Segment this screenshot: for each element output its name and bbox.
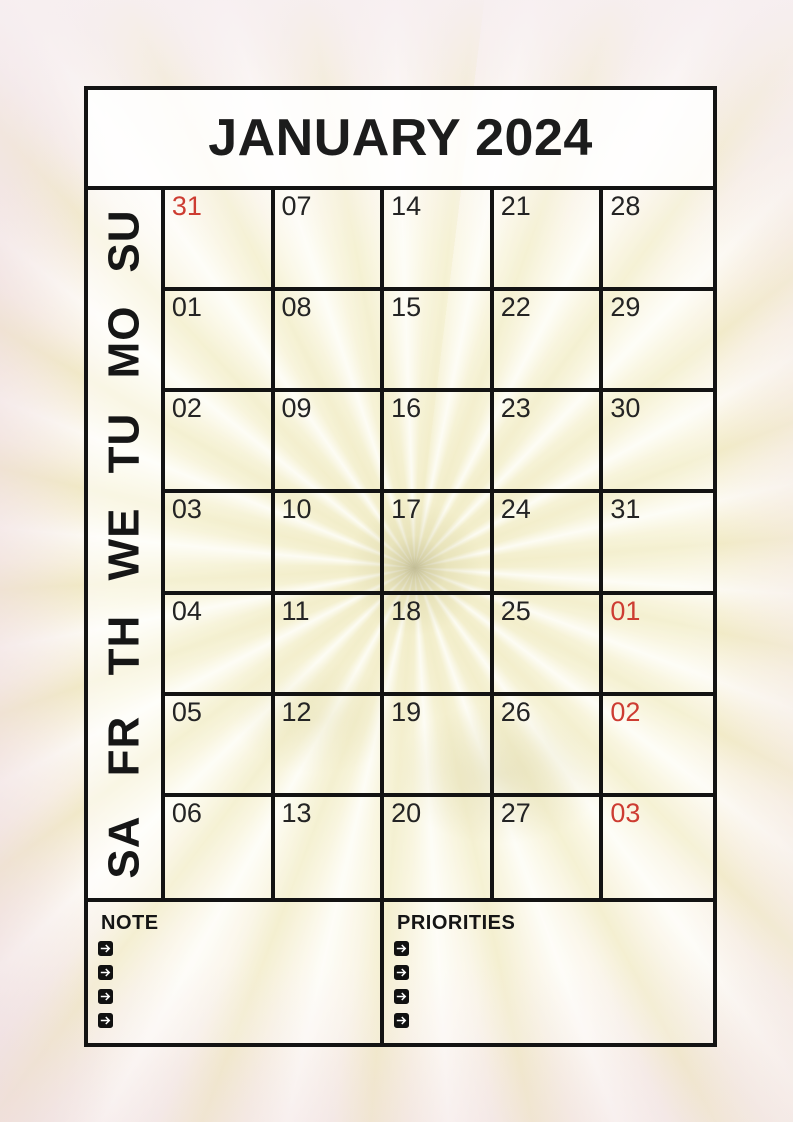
- arrow-bullet-icon: [394, 989, 409, 1004]
- date-number: 18: [391, 595, 422, 626]
- date-cell: [603, 392, 713, 493]
- weekday-label-column: [88, 190, 165, 898]
- note-bullets: [98, 941, 380, 1028]
- date-number: 13: [281, 797, 312, 828]
- date-number: 31: [171, 191, 202, 221]
- calendar-header: [88, 90, 713, 190]
- note-panel: [88, 902, 384, 1043]
- date-cell: [384, 797, 494, 898]
- date-number: 30: [610, 393, 641, 424]
- date-cell: [494, 797, 604, 898]
- priorities-title: PRIORITIES: [397, 912, 516, 934]
- date-grid: [165, 190, 713, 898]
- date-number: 20: [391, 797, 422, 828]
- date-cell: [275, 493, 385, 594]
- date-cell: [275, 190, 385, 291]
- date-cell: [384, 595, 494, 696]
- date-cell: [275, 595, 385, 696]
- weekday-label-fr: FR: [99, 715, 149, 777]
- weekday-label-we: WE: [99, 507, 149, 581]
- date-number: 21: [500, 191, 531, 221]
- date-cell: [384, 190, 494, 291]
- date-cell: [165, 797, 275, 898]
- note-title: NOTE: [101, 912, 159, 934]
- date-cell: [603, 595, 713, 696]
- arrow-bullet-icon: [98, 965, 113, 980]
- date-number: 26: [500, 696, 531, 727]
- arrow-bullet-icon: [394, 941, 409, 956]
- calendar-body: [88, 190, 713, 898]
- arrow-bullet-icon: [394, 965, 409, 980]
- date-cell: [384, 493, 494, 594]
- date-cell: [165, 190, 275, 291]
- date-cell: [275, 797, 385, 898]
- priorities-bullets: [394, 941, 713, 1028]
- date-cell: [275, 291, 385, 392]
- date-cell: [494, 392, 604, 493]
- date-number: 02: [610, 696, 641, 727]
- date-number: 07: [281, 191, 312, 221]
- weekday-label-th: TH: [99, 614, 149, 676]
- date-cell: [165, 696, 275, 797]
- arrow-bullet-icon: [98, 1013, 113, 1028]
- date-cell: [384, 291, 494, 392]
- date-number: 16: [391, 393, 422, 424]
- date-number: 31: [610, 494, 641, 525]
- date-number: 02: [171, 393, 202, 424]
- date-cell: [603, 696, 713, 797]
- date-number: 24: [500, 494, 531, 525]
- date-cell: [384, 392, 494, 493]
- arrow-bullet-icon: [98, 989, 113, 1004]
- date-cell: [165, 392, 275, 493]
- date-number: 08: [281, 292, 312, 323]
- date-number: 12: [281, 696, 312, 727]
- notes-section: [88, 898, 713, 1043]
- date-number: 25: [500, 595, 531, 626]
- date-number: 03: [171, 494, 202, 525]
- weekday-label-su: SU: [99, 209, 149, 273]
- date-cell: [384, 696, 494, 797]
- weekday-label-tu: TU: [99, 412, 149, 474]
- date-number: 28: [610, 191, 641, 221]
- date-cell: [275, 696, 385, 797]
- date-number: 04: [171, 595, 202, 626]
- date-number: 15: [391, 292, 422, 323]
- date-number: 01: [171, 292, 202, 323]
- arrow-bullet-icon: [394, 1013, 409, 1028]
- date-cell: [494, 493, 604, 594]
- month-title: JANUARY 2024: [208, 109, 593, 167]
- date-number: 09: [281, 393, 312, 424]
- date-cell: [165, 493, 275, 594]
- date-cell: [494, 291, 604, 392]
- arrow-bullet-icon: [98, 941, 113, 956]
- date-cell: [165, 291, 275, 392]
- date-number: 10: [281, 494, 312, 525]
- date-number: 03: [610, 797, 641, 828]
- calendar: [84, 86, 717, 1047]
- date-cell: [603, 190, 713, 291]
- date-cell: [494, 696, 604, 797]
- date-cell: [275, 392, 385, 493]
- date-number: 06: [171, 797, 202, 828]
- date-number: 05: [171, 696, 202, 727]
- date-number: 22: [500, 292, 531, 323]
- date-cell: [603, 291, 713, 392]
- date-number: 29: [610, 292, 641, 323]
- date-cell: [603, 797, 713, 898]
- date-number: 11: [281, 595, 310, 626]
- date-number: 01: [610, 595, 641, 626]
- date-number: 17: [391, 494, 422, 525]
- weekday-label-sa: SA: [99, 815, 149, 879]
- date-number: 27: [500, 797, 531, 828]
- date-number: 14: [391, 191, 422, 221]
- date-cell: [165, 595, 275, 696]
- date-cell: [494, 190, 604, 291]
- weekday-label-mo: MO: [99, 305, 149, 379]
- priorities-panel: [384, 902, 713, 1043]
- date-number: 19: [391, 696, 422, 727]
- date-cell: [494, 595, 604, 696]
- date-number: 23: [500, 393, 531, 424]
- date-cell: [603, 493, 713, 594]
